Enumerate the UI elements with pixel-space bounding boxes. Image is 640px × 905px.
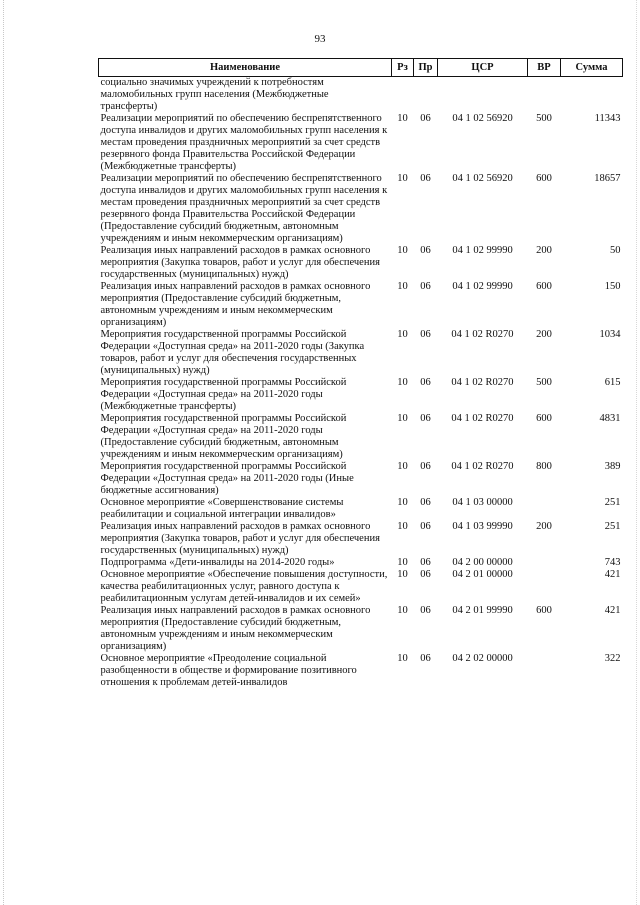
row-csr (438, 77, 528, 114)
row-rz: 10 (397, 521, 408, 532)
row-vr (528, 569, 561, 605)
row-rz: 10 (397, 569, 408, 580)
row-sum (561, 77, 623, 114)
row-sum: 389 (604, 461, 621, 472)
row-vr: 600 (536, 281, 552, 292)
table-row (99, 605, 623, 653)
row-rz: 10 (397, 413, 408, 424)
table-row (99, 113, 623, 173)
row-sum: 11343 (594, 113, 621, 124)
row-vr (528, 557, 561, 569)
table-row (99, 557, 623, 569)
row-rz (392, 77, 414, 114)
row-name: Основное мероприятие «Преодоление социальной разобщенности в обществе и формирование позитивного отношения к проблемам детей-инвалидов (100, 653, 357, 688)
budget-table (98, 58, 623, 689)
table-row (99, 245, 623, 281)
table-row (99, 521, 623, 557)
row-name: социально значимых учреждений к потребностям маломобильных групп населения (Межбюджетные трансферты) (100, 77, 329, 112)
row-pr: 06 (420, 329, 431, 340)
row-rz: 10 (397, 605, 408, 616)
table-row (99, 173, 623, 245)
header-vr: ВР (528, 59, 561, 77)
row-csr: 04 2 02 00000 (452, 653, 513, 664)
table-row (99, 569, 623, 605)
row-name: Основное мероприятие «Обеспечение повышения доступности, качества реабилитационных услуг, равного доступа к реабилитационным услугам детей-инвалидов и их семей» (100, 569, 388, 604)
row-name: Реализация иных направлений расходов в рамках основного мероприятия (Закупка товаров, работ и услуг для обеспечения государственных (муниципальных) нужд) (100, 245, 380, 280)
row-name: Реализация иных направлений расходов в рамках основного мероприятия (Предоставление субсидий бюджетным, автономным учреждениям и иным некоммерческим организациям) (100, 605, 371, 652)
page-number: 93 (314, 33, 326, 45)
row-sum: 743 (604, 557, 621, 568)
row-csr: 04 1 02 99990 (452, 281, 513, 292)
row-vr: 600 (536, 605, 552, 616)
header-pr: Пр (414, 59, 438, 77)
row-pr: 06 (420, 113, 431, 124)
row-pr: 06 (420, 569, 431, 580)
row-sum: 322 (604, 653, 621, 664)
row-vr: 500 (536, 377, 552, 388)
row-rz: 10 (397, 461, 408, 472)
row-pr: 06 (420, 245, 431, 256)
row-vr: 200 (536, 521, 552, 532)
row-vr: 200 (536, 329, 552, 340)
table-body (99, 77, 623, 690)
table-row (99, 497, 623, 521)
row-vr: 600 (536, 173, 552, 184)
header-csr: ЦСР (438, 59, 528, 77)
row-pr: 06 (420, 605, 431, 616)
row-sum: 50 (610, 245, 621, 256)
row-vr: 600 (536, 413, 552, 424)
row-sum: 251 (604, 521, 621, 532)
table-row (99, 461, 623, 497)
row-pr: 06 (420, 461, 431, 472)
row-name: Мероприятия государственной программы Российской Федерации «Доступная среда» на 2011-2020 годы (Предоставление субсидий бюджетным, автономным учреждениям и иным некоммерческим организациям) (100, 413, 347, 460)
row-sum: 1034 (599, 329, 621, 340)
row-rz: 10 (397, 497, 408, 508)
row-sum: 421 (604, 569, 621, 580)
row-vr (528, 497, 561, 521)
row-pr: 06 (420, 173, 431, 184)
row-pr: 06 (420, 653, 431, 664)
row-csr: 04 1 02 R0270 (451, 413, 514, 424)
row-vr (528, 653, 561, 689)
row-csr: 04 2 01 00000 (452, 569, 513, 580)
row-csr: 04 1 02 R0270 (451, 461, 514, 472)
row-rz: 10 (397, 653, 408, 664)
table-row (99, 413, 623, 461)
row-name: Мероприятия государственной программы Российской Федерации «Доступная среда» на 2011-2020 годы (Иные бюджетные ассигнования) (100, 461, 354, 496)
scan-edge-right (636, 0, 640, 905)
row-csr: 04 2 01 99990 (452, 605, 513, 616)
row-name: Подпрограмма «Дети-инвалиды на 2014-2020 годы» (100, 557, 335, 568)
row-csr: 04 1 03 99990 (452, 521, 513, 532)
row-sum: 251 (604, 497, 621, 508)
header-name: Наименование (99, 59, 392, 77)
row-rz: 10 (397, 173, 408, 184)
row-csr: 04 2 00 00000 (452, 557, 513, 568)
row-sum: 150 (604, 281, 621, 292)
row-rz: 10 (397, 557, 408, 568)
row-vr (528, 77, 561, 114)
scan-edge-left (0, 0, 4, 905)
row-rz: 10 (397, 377, 408, 388)
row-pr: 06 (420, 557, 431, 568)
row-pr: 06 (420, 497, 431, 508)
table-row (99, 377, 623, 413)
table-row (99, 329, 623, 377)
row-name: Реализации мероприятий по обеспечению беспрепятственного доступа инвалидов и других маломобильных групп населения к местам проведения праздничных мероприятий за счет средств резервного фонда Правительства Российской Федерации (Межбюджетные трансферты) (100, 113, 388, 172)
header-rz: Рз (392, 59, 414, 77)
row-vr: 800 (536, 461, 552, 472)
header-sum: Сумма (561, 59, 623, 77)
row-vr: 500 (536, 113, 552, 124)
row-csr: 04 1 02 R0270 (451, 377, 514, 388)
row-sum: 421 (604, 605, 621, 616)
row-name: Мероприятия государственной программы Российской Федерации «Доступная среда» на 2011-2020 годы (Межбюджетные трансферты) (100, 377, 347, 412)
row-name: Реализация иных направлений расходов в рамках основного мероприятия (Предоставление субсидий бюджетным, автономным учреждениям и иным некоммерческим организациям) (100, 281, 371, 328)
row-vr: 200 (536, 245, 552, 256)
table-header-row (99, 59, 623, 77)
table-row (99, 653, 623, 689)
row-rz: 10 (397, 113, 408, 124)
row-sum: 4831 (599, 413, 621, 424)
row-csr: 04 1 02 R0270 (451, 329, 514, 340)
row-pr: 06 (420, 413, 431, 424)
row-csr: 04 1 03 00000 (452, 497, 513, 508)
row-name: Реализации мероприятий по обеспечению беспрепятственного доступа инвалидов и других маломобильных групп населения к местам проведения праздничных мероприятий за счет средств резервного фонда Правительства Российской Федерации (Предоставление субсидий бюджетным, автономным учреждениям и иным некоммерческим организациям) (100, 173, 388, 244)
row-name: Реализация иных направлений расходов в рамках основного мероприятия (Закупка товаров, работ и услуг для обеспечения государственных (муниципальных) нужд) (100, 521, 380, 556)
row-csr: 04 1 02 56920 (452, 173, 513, 184)
row-rz: 10 (397, 245, 408, 256)
row-rz: 10 (397, 329, 408, 340)
row-pr: 06 (420, 521, 431, 532)
row-csr: 04 1 02 56920 (452, 113, 513, 124)
row-sum: 615 (604, 377, 621, 388)
row-pr (414, 77, 438, 114)
row-name: Мероприятия государственной программы Российской Федерации «Доступная среда» на 2011-2020 годы (Закупка товаров, работ и услуг для обеспечения государственных (муниципальных) нужд) (100, 329, 365, 376)
table-row (99, 77, 623, 114)
row-name: Основное мероприятие «Совершенствование системы реабилитации и социальной интеграции инвалидов» (100, 497, 344, 520)
row-sum: 18657 (594, 173, 621, 184)
row-pr: 06 (420, 377, 431, 388)
table-row (99, 281, 623, 329)
row-pr: 06 (420, 281, 431, 292)
row-csr: 04 1 02 99990 (452, 245, 513, 256)
row-rz: 10 (397, 281, 408, 292)
